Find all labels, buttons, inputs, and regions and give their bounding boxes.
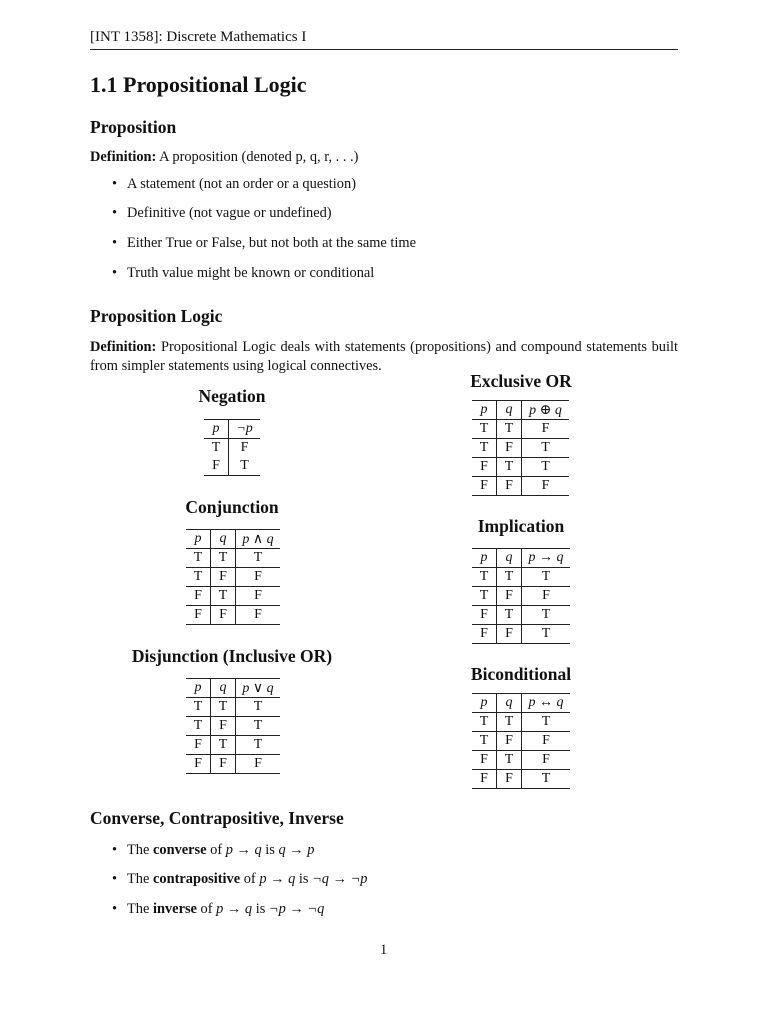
table-header: p <box>204 420 229 439</box>
biconditional-title: Biconditional <box>470 664 572 684</box>
conjunction-table <box>186 529 280 625</box>
table-row: T T T <box>472 713 570 732</box>
page-number: 1 <box>380 942 388 958</box>
table-row: T T F <box>472 420 569 439</box>
logic-definition <box>90 338 678 376</box>
disjunction-title: Disjunction (Inclusive OR) <box>131 646 333 666</box>
table-row: F F T <box>472 625 570 644</box>
table-row: F T T <box>186 736 280 755</box>
bullet-icon: • <box>112 176 118 192</box>
table-row: T F <box>204 439 260 458</box>
table-header: q <box>497 549 522 568</box>
implication-table <box>472 548 570 644</box>
bullet-icon: • <box>112 901 118 917</box>
table-row: T F T <box>186 717 280 736</box>
table-header: p → q <box>528 550 564 565</box>
table-row: F F T <box>472 770 570 789</box>
table-row: T T T <box>186 549 280 568</box>
table-row: T F F <box>472 732 570 751</box>
table-header: q <box>497 401 522 420</box>
table-row: T F T <box>472 439 569 458</box>
table-row: T F F <box>472 587 570 606</box>
negation-title: Negation <box>198 386 266 406</box>
table-header: p ∨ q <box>242 680 274 696</box>
bullet-icon: • <box>112 842 118 858</box>
table-header: p <box>186 679 211 698</box>
conjunction-title: Conjunction <box>185 497 279 517</box>
definition-label: Definition: <box>90 149 157 165</box>
table-row: F T <box>204 457 260 476</box>
table-header: p <box>472 401 497 420</box>
table-row: T F F <box>186 568 280 587</box>
definition-text: A proposition (denoted p, q, r, . . .) <box>159 149 359 165</box>
xor-table <box>472 400 569 496</box>
table-header: q <box>211 530 236 549</box>
term-converse: converse <box>152 842 207 858</box>
table-row: F T F <box>472 751 570 770</box>
disjunction-table <box>186 678 280 774</box>
header-rule <box>90 49 678 50</box>
table-row: F F F <box>186 606 280 625</box>
biconditional-table <box>472 693 570 789</box>
term-inverse: inverse <box>152 901 197 917</box>
table-header: q <box>211 679 236 698</box>
table-header: ¬p <box>236 421 253 436</box>
table-header: q <box>497 694 522 713</box>
table-header: p <box>472 694 497 713</box>
running-header: [INT 1358]: Discrete Mathematics I <box>90 29 307 45</box>
table-header: p ∧ q <box>242 531 274 547</box>
term-contrapositive: contrapositive <box>152 871 241 887</box>
definition-text: Propositional Logic deals with statements (propositions) and compound statements built from simpler statements using logical connectives. <box>90 339 678 374</box>
table-row: F F F <box>472 477 569 496</box>
bullet-icon: • <box>112 871 118 887</box>
implication-title: Implication <box>477 516 565 536</box>
table-header: p <box>186 530 211 549</box>
table-row: T T T <box>186 698 280 717</box>
table-header: p ↔ q <box>528 695 564 710</box>
proposition-heading: Proposition <box>90 117 177 137</box>
proposition-definition <box>90 149 358 166</box>
table-row: F F F <box>186 755 280 774</box>
table-row: F T T <box>472 458 569 477</box>
bullet-icon: • <box>112 265 118 281</box>
ccinv-heading: Converse, Contrapositive, Inverse <box>90 808 344 828</box>
bullet-icon: • <box>112 205 118 221</box>
table-row: T T T <box>472 568 570 587</box>
xor-title: Exclusive OR <box>470 371 572 391</box>
negation-table <box>204 419 260 476</box>
bullet-icon: • <box>112 235 118 251</box>
table-row: F T F <box>186 587 280 606</box>
section-title: 1.1 Propositional Logic <box>90 72 307 97</box>
table-row: F T T <box>472 606 570 625</box>
table-header: p ⊕ q <box>529 402 562 418</box>
definition-label: Definition: <box>90 339 157 355</box>
table-header: p <box>472 549 497 568</box>
proposition-logic-heading: Proposition Logic <box>90 306 223 326</box>
